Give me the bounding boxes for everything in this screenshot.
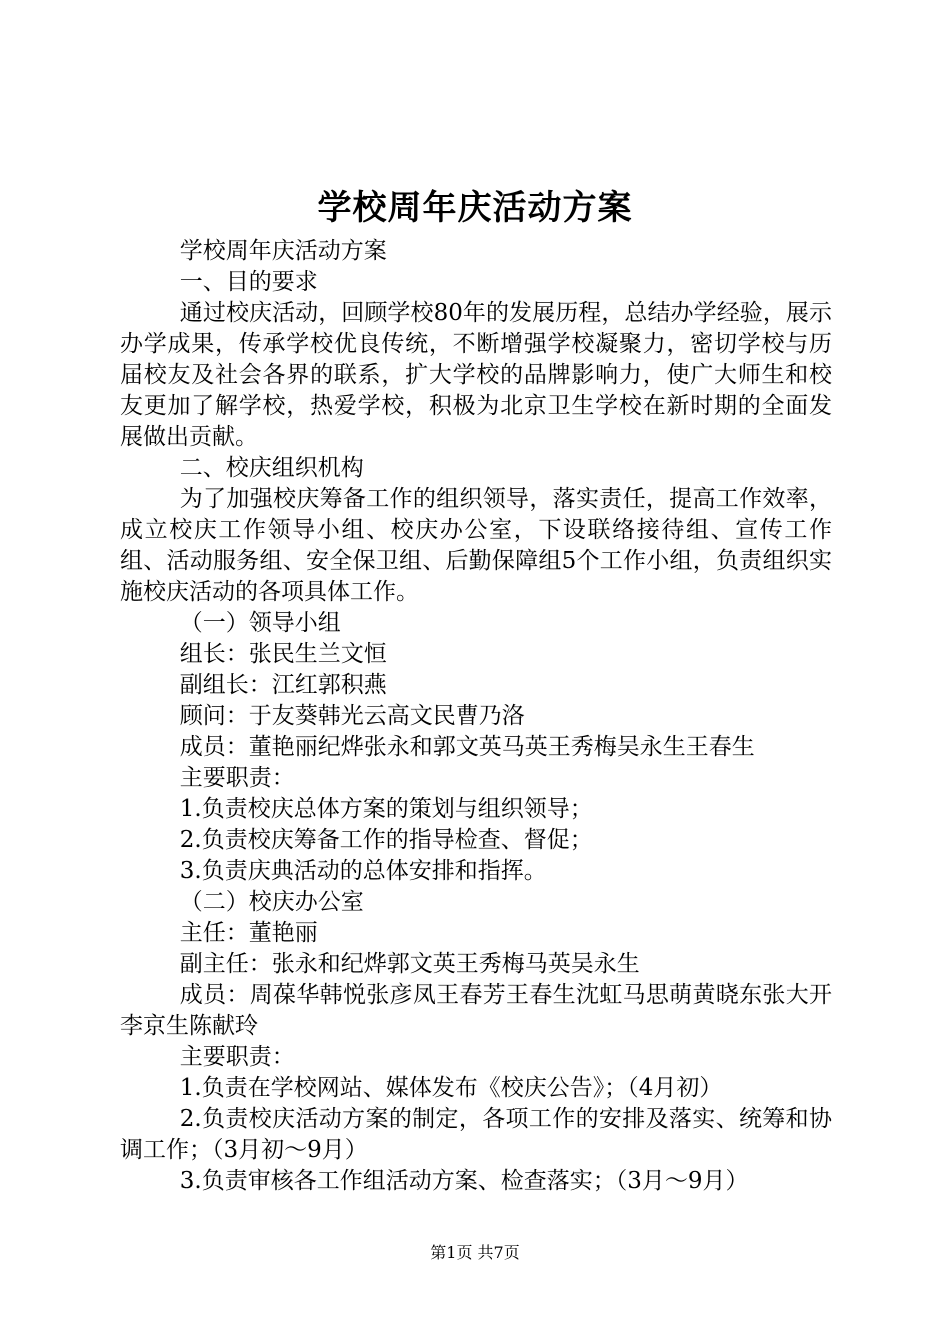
paragraph-members: 成员：董艳丽纪烨张永和郭文英马英王秀梅吴永生王春生 [179, 734, 755, 760]
subsection-heading-leadership: （一）领导小组 [179, 610, 341, 636]
document-body [120, 236, 832, 1197]
paragraph-duties-label: 主要职责： [179, 1044, 295, 1070]
paragraph-office-members: 成员：周葆华韩悦张彦凤王春芳王春生沈虹马思萌黄晓东张大开李京生陈献玲 [120, 982, 832, 1039]
paragraph-duty-item: 2.负责校庆活动方案的制定，各项工作的安排及落实、统筹和协调工作；（3月初～9月） [120, 1106, 832, 1163]
section-heading-purpose: 一、目的要求 [179, 269, 318, 295]
paragraph-director: 主任：董艳丽 [179, 920, 318, 946]
document-title: 学校周年庆活动方案 [317, 188, 633, 228]
paragraph-duty-item: 1.负责在学校网站、媒体发布《校庆公告》；（4月初） [179, 1075, 723, 1101]
section-heading-organization: 二、校庆组织机构 [179, 455, 364, 481]
paragraph-duty-item: 2.负责校庆筹备工作的指导检查、督促； [179, 827, 593, 853]
paragraph-duty-item: 3.负责审核各工作组活动方案、检查落实；（3月～9月） [179, 1168, 749, 1194]
paragraph-duties-label: 主要职责： [179, 765, 295, 791]
subsection-heading-office: （二）校庆办公室 [179, 889, 364, 915]
paragraph-duty-item: 1.负责校庆总体方案的策划与组织领导； [179, 796, 593, 822]
paragraph-deputy-leader: 副组长：江红郭积燕 [179, 672, 387, 698]
page-footer: 第1页 共7页 [430, 1243, 520, 1262]
paragraph-leader: 组长：张民生兰文恒 [179, 641, 387, 667]
paragraph-organization: 为了加强校庆筹备工作的组织领导，落实责任，提高工作效率，成立校庆工作领导小组、校庆办公室，下设联络接待组、宣传工作组、活动服务组、安全保卫组、后勤保障组5个工作小组，负责组织实施校庆活动的各项具体工作。 [120, 486, 832, 605]
paragraph-deputy-director: 副主任：张永和纪烨郭文英王秀梅马英吴永生 [179, 951, 640, 977]
paragraph-advisors: 顾问：于友葵韩光云高文民曹乃洛 [179, 703, 525, 729]
paragraph-subtitle: 学校周年庆活动方案 [179, 238, 387, 264]
paragraph-purpose: 通过校庆活动，回顾学校80年的发展历程，总结办学经验，展示办学成果，传承学校优良传统，不断增强学校凝聚力，密切学校与历届校友及社会各界的联系，扩大学校的品牌影响力，使广大师生和校友更加了解学校，热爱学校，积极为北京卫生学校在新时期的全面发展做出贡献。 [120, 300, 832, 450]
paragraph-duty-item: 3.负责庆典活动的总体安排和指挥。 [179, 858, 547, 884]
